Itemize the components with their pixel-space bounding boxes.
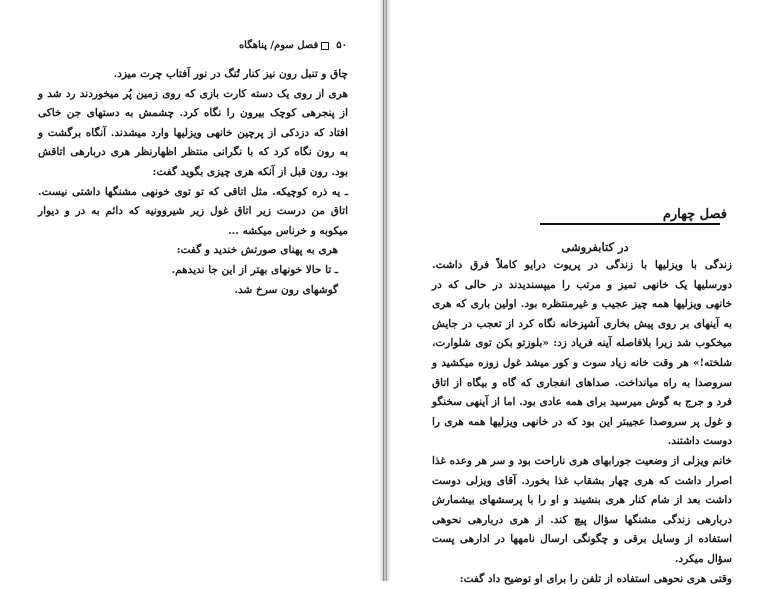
- chapter-running-title: فصل سوم/ پناهگاه: [239, 40, 318, 51]
- dialog-line: هری به پهنای صورتش خندید و گفت:: [38, 241, 338, 261]
- left-page-text: [38, 65, 348, 300]
- paragraph: زندگی با ویزلیها با زندگی در پریوت درایو کاملاً فرق داشت. دورسلیها یک خانهی تمیز و مرتب را میپسندیدند در حالی که در خانهی ویزلیها همه چیز عجیب و غیرمنتظره بود. اولین باری که هری به آینهای بر روی پیش بخاری آشپزخانه نگاه کرد از تعجب در جایش میخکوب شد زیرا بلافاصله آینه فریاد زد: «بلوزتو بکن توی شلوارت، شلخته!» هر وقت خانه زیاد سوت و کور میشد غول زوزه میکشید و سروصدا به راه میانداخت. صداهای انفجاری که گاه و بیگاه از اتاق فرد و جرج به گوش میرسید برای همه عادی بود. اما از آینهی سخنگو و غول پر سروصدا عجیبتر این بود که در خانهی ویزلیها همه هری را دوست داشتند.: [432, 256, 732, 452]
- chapter-label: فصل چهارم: [617, 207, 727, 222]
- section-title: در کتابفروشی: [545, 240, 645, 254]
- dialog-line: گوشهای رون سرخ شد.: [38, 281, 338, 301]
- dialog-line: ـ تا حالا خونهای بهتر از این جا ندیدهم.: [38, 261, 338, 281]
- book-gutter: [380, 0, 390, 581]
- gutter-line: [383, 0, 384, 581]
- chapter-rule: [540, 223, 720, 225]
- paragraph: وقتی هری نحوهی استفاده از تلفن را برای او توضیح داد گفت:: [432, 570, 732, 589]
- dialog-block: [38, 241, 348, 300]
- paragraph: خانم ویزلی از وضعیت جورابهای هری ناراحت بود و سر هر وعده غذا اصرار داشت که هری چهار بشقاب غذا بخورد. آقای ویزلی دوست داشت بعد از شام کنار هری بنشیند و او را با پرسشهای بیشمارش دربارهی زندگی مشنگها سؤال پیچ کند. از هری دربارهی نحوهی استفاده از وسایل برقی و چگونگی ارسال نامهها در ادارهی پست سؤال میکرد.: [432, 452, 732, 570]
- page-number: ۵۰: [336, 40, 347, 51]
- gutter-line: [386, 0, 387, 581]
- paragraph: چاق و تنبل رون نیز کنار تُنگ در نور آفتاب چرت میزد.: [38, 65, 348, 85]
- paragraph: هری از روی یک دسته کارت بازی که روی زمین پُر میخوردند رد شد و از پنجرهی کوچک بیرون را نگاه کرد. چشمش به دستهای جن خاکی افتاد که دزدکی از پرچین خانهی ویزلیها وارد میشدند. آنگاه برگشت و به رون نگاه کرد که با نگرانی منتظر اظهارنظر هری دربارهی اتاقش بود. رون قبل از آنکه هری چیزی بگوید گفت:: [38, 85, 348, 183]
- running-head: [235, 40, 347, 51]
- paragraph: ـ یه ذره کوچیکه. مثل اتاقی که تو توی خونهی مشنگها داشتی نیست. اتاق من درست زیر اتاق غول زیر شیروونیه که دائم به در و دیوار میکوبه و خرناس میکشه ...: [38, 183, 348, 242]
- square-ornament-icon: [321, 42, 329, 50]
- chapter-heading: [617, 207, 727, 237]
- right-page-text: [432, 256, 732, 589]
